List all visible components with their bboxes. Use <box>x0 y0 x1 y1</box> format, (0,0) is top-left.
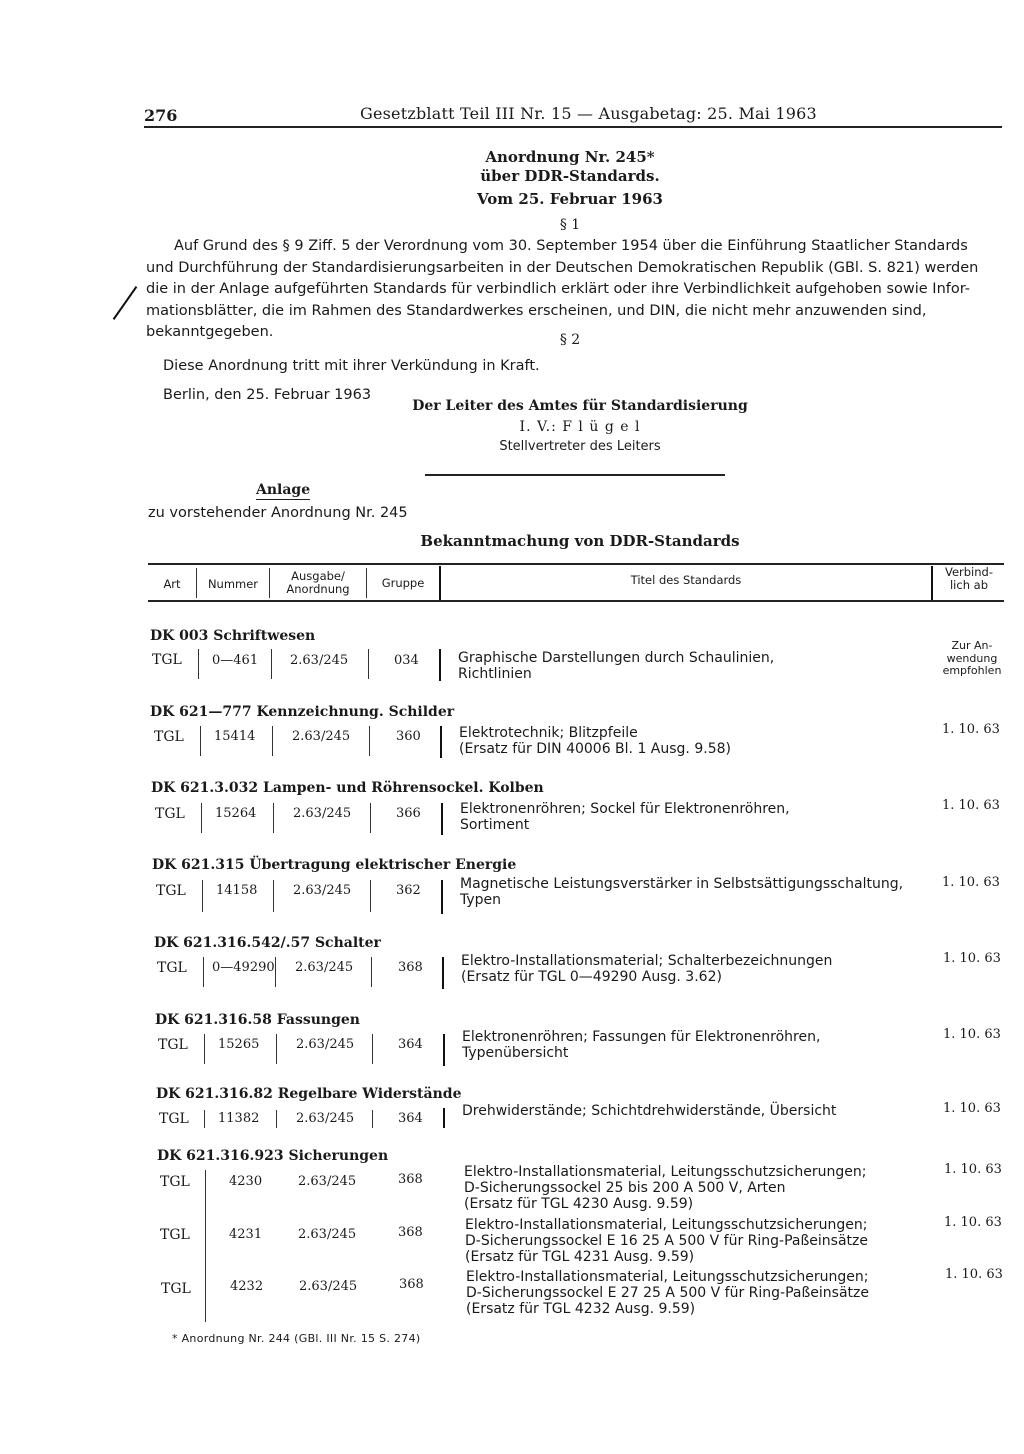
cell-ausgabe: 2.63/245 <box>296 1111 355 1126</box>
titel-line: Graphische Darstellungen durch Schaulinien, <box>458 650 775 666</box>
titel-line: Magnetische Leistungsverstärker in Selbstsättigungsschaltung, <box>460 876 904 892</box>
running-title: Gesetzblatt Teil III Nr. 15 — Ausgabetag: 25. Mai 1963 <box>360 104 817 123</box>
cell-verbindlich: 1. 10. 63 <box>943 951 1001 966</box>
row-divider <box>204 1110 205 1128</box>
cell-gruppe: 368 <box>398 1225 423 1240</box>
col-header-nummer: Nummer <box>207 577 259 591</box>
cell-nummer: 15265 <box>218 1037 260 1052</box>
section-2-label: § 2 <box>559 332 581 348</box>
row-divider <box>272 726 273 756</box>
decree-subtitle: über DDR-Standards. <box>480 167 660 185</box>
section-1-label: § 1 <box>559 217 581 233</box>
cell-titel <box>462 1103 836 1119</box>
cell-gruppe: 360 <box>396 729 421 744</box>
titel-line: Typen <box>460 892 502 908</box>
cell-nummer: 4232 <box>230 1279 264 1294</box>
col-header-art: Art <box>163 577 181 591</box>
row-divider <box>442 957 444 989</box>
row-divider <box>440 726 442 758</box>
row-divider <box>370 803 371 833</box>
cell-verbindlich: 1. 10. 63 <box>944 1162 1002 1177</box>
cell-art: TGL <box>152 652 182 668</box>
section-2-text: Diese Anordnung tritt mit ihrer Verkündung in Kraft. <box>163 358 540 374</box>
cell-ausgabe: 2.63/245 <box>299 1279 358 1294</box>
titel-line: Drehwiderstände; Schichtdrehwiderstände, Übersicht <box>462 1103 837 1119</box>
decree-title: Anordnung Nr. 245* <box>485 148 655 166</box>
col-header-gruppe: Gruppe <box>381 576 425 590</box>
footnote: * Anordnung Nr. 244 (GBl. III Nr. 15 S. 274) <box>172 1332 421 1345</box>
cell-ausgabe: 2.63/245 <box>296 1037 355 1052</box>
row-divider <box>441 880 443 914</box>
ab-line: wendung <box>946 651 998 665</box>
cell-verbindlich: 1. 10. 63 <box>944 1215 1002 1230</box>
cell-ausgabe: 2.63/245 <box>298 1174 357 1189</box>
row-divider <box>276 1110 277 1128</box>
row-divider <box>443 1108 445 1128</box>
cell-art: TGL <box>155 806 185 822</box>
cell-gruppe: 364 <box>398 1037 423 1052</box>
titel-line: Elektro-Installationsmaterial, Leitungsschutzsicherungen; <box>464 1164 867 1180</box>
annex-subheading: zu vorstehender Anordnung Nr. 245 <box>148 505 408 521</box>
titel-line: (Ersatz für DIN 40006 Bl. 1 Ausg. 9.58) <box>459 741 731 757</box>
row-divider <box>372 1034 373 1064</box>
row-divider <box>198 649 199 679</box>
cell-gruppe: 368 <box>399 1277 424 1292</box>
cell-ausgabe: 2.63/245 <box>292 729 351 744</box>
cell-titel <box>460 801 790 833</box>
cell-ausgabe: 2.63/245 <box>293 806 352 821</box>
row-divider <box>204 1034 205 1064</box>
cell-art: TGL <box>157 960 187 976</box>
separator-rule <box>425 474 725 476</box>
titel-line: (Ersatz für TGL 0—49290 Ausg. 3.62) <box>461 969 722 985</box>
titel-line: D-Sicherungssockel E 16 25 A 500 V für Ring-Paßeinsätze <box>465 1233 868 1249</box>
cell-art: TGL <box>160 1174 190 1190</box>
row-divider <box>273 803 274 833</box>
group-heading: DK 621.315 Übertragung elektrischer Energie <box>152 857 517 873</box>
paragraph-line: mationsblätter, die im Rahmen des Standardwerkes erscheinen, und DIN, die nicht mehr anzuwenden sind, <box>146 302 927 319</box>
cell-ausgabe: 2.63/245 <box>293 883 352 898</box>
titel-line: Elektro-Installationsmaterial, Leitungsschutzsicherungen; <box>465 1217 868 1233</box>
titel-line: Elektro-Installationsmaterial; Schalterbezeichnungen <box>461 953 833 969</box>
paragraph-line: Auf Grund des § 9 Ziff. 5 der Verordnung vom 30. September 1954 über die Einführung Staatlicher Standards <box>174 238 968 254</box>
cell-nummer: 0—49290 <box>212 960 275 975</box>
titel-line: (Ersatz für TGL 4231 Ausg. 9.59) <box>465 1249 695 1265</box>
cell-gruppe: 366 <box>396 806 421 821</box>
cell-gruppe: 368 <box>398 1172 423 1187</box>
row-divider <box>271 649 272 679</box>
cell-art: TGL <box>160 1227 190 1243</box>
paragraph-line: die in der Anlage aufgeführten Standards für verbindlich erklärt oder ihre Verbindlichkeit aufgehoben sowie Infor- <box>146 281 971 297</box>
paragraph-line: bekanntgegeben. <box>146 324 274 340</box>
cell-titel <box>464 1164 866 1212</box>
cell-titel <box>462 1029 820 1061</box>
cell-verbindlich: 1. 10. 63 <box>943 1027 1001 1042</box>
cell-titel <box>465 1217 868 1265</box>
signer-office: Der Leiter des Amtes für Standardisierung <box>412 398 748 414</box>
margin-mark <box>113 286 138 320</box>
row-divider <box>203 957 204 987</box>
cell-ausgabe: 2.63/245 <box>290 653 349 668</box>
table-header-rule <box>148 600 1004 602</box>
ab-line: empfohlen <box>942 664 1002 677</box>
titel-line: Richtlinien <box>458 666 532 682</box>
cell-art: TGL <box>158 1037 188 1053</box>
page-number: 276 <box>144 106 178 125</box>
cell-titel <box>458 650 774 682</box>
row-divider <box>439 649 441 681</box>
cell-titel <box>460 876 903 908</box>
cell-gruppe: 368 <box>398 960 423 975</box>
signer-name: I. V.: F l ü g e l <box>519 419 641 435</box>
cell-nummer: 0—461 <box>212 653 259 668</box>
signer-role: Stellvertreter des Leiters <box>499 439 661 454</box>
cell-ausgabe: 2.63/245 <box>295 960 354 975</box>
place-date: Berlin, den 25. Februar 1963 <box>163 387 372 403</box>
table-title: Bekanntmachung von DDR-Standards <box>420 532 740 550</box>
cell-gruppe: 362 <box>396 883 421 898</box>
row-divider <box>372 1110 373 1128</box>
col-header-verbindlich-line1: Verbind- <box>944 565 993 579</box>
group-heading: DK 003 Schriftwesen <box>150 628 316 644</box>
cell-ausgabe: 2.63/245 <box>298 1227 357 1242</box>
titel-line: D-Sicherungssockel E 27 25 A 500 V für Ring-Paßeinsätze <box>466 1285 869 1301</box>
column-divider <box>205 1170 206 1322</box>
col-header-ausgabe <box>271 570 365 596</box>
row-divider <box>441 803 443 835</box>
cell-art: TGL <box>156 883 186 899</box>
header-divider <box>196 568 197 598</box>
group-heading: DK 621.316.923 Sicherungen <box>157 1148 389 1164</box>
ab-line: Zur An- <box>951 639 993 652</box>
titel-line: Elektro-Installationsmaterial, Leitungsschutzsicherungen; <box>466 1269 869 1285</box>
cell-art: TGL <box>154 729 184 745</box>
row-divider <box>200 726 201 756</box>
titel-line: Typenübersicht <box>462 1045 569 1061</box>
cell-art: TGL <box>161 1281 191 1297</box>
cell-nummer: 15414 <box>214 729 256 744</box>
cell-verbindlich: 1. 10. 63 <box>942 798 1000 813</box>
section-1-text <box>146 236 1016 344</box>
col-header-titel: Titel des Standards <box>630 573 742 587</box>
group-heading: DK 621.316.58 Fassungen <box>155 1012 360 1028</box>
titel-line: (Ersatz für TGL 4232 Ausg. 9.59) <box>466 1301 696 1317</box>
group-heading: DK 621.3.032 Lampen- und Röhrensockel. Kolben <box>151 780 544 796</box>
paragraph-line: und Durchführung der Standardisierungsarbeiten in der Deutschen Demokratischen Republik (GBl. S. 821) werden <box>146 259 979 276</box>
cell-titel <box>459 725 731 757</box>
cell-nummer: 4230 <box>229 1174 263 1189</box>
row-divider <box>371 957 372 987</box>
table-top-rule <box>148 563 1004 565</box>
cell-verbindlich <box>934 640 1010 678</box>
cell-gruppe: 034 <box>394 653 419 668</box>
group-heading: DK 621—777 Kennzeichnung. Schilder <box>150 704 455 720</box>
titel-line: (Ersatz für TGL 4230 Ausg. 9.59) <box>464 1196 694 1212</box>
cell-titel <box>466 1269 869 1317</box>
group-heading: DK 621.316.542/.57 Schalter <box>154 935 381 951</box>
cell-verbindlich: 1. 10. 63 <box>943 1101 1001 1116</box>
cell-nummer: 4231 <box>229 1227 263 1242</box>
cell-verbindlich: 1. 10. 63 <box>942 875 1000 890</box>
decree-date: Vom 25. Februar 1963 <box>477 190 663 208</box>
row-divider <box>275 957 276 987</box>
titel-line: Elektronenröhren; Fassungen für Elektronenröhren, <box>462 1029 821 1045</box>
cell-gruppe: 364 <box>398 1111 423 1126</box>
col-header-ausgabe-line2: Anordnung <box>286 582 350 596</box>
col-header-verbindlich-line2: lich ab <box>949 578 988 592</box>
cell-verbindlich: 1. 10. 63 <box>945 1267 1003 1282</box>
header-divider <box>931 566 933 600</box>
row-divider <box>202 880 203 912</box>
titel-line: Sortiment <box>460 817 530 833</box>
header-rule <box>144 126 1002 128</box>
cell-art: TGL <box>159 1111 189 1127</box>
cell-titel <box>461 953 832 985</box>
row-divider <box>276 1034 277 1064</box>
cell-verbindlich: 1. 10. 63 <box>942 722 1000 737</box>
cell-nummer: 11382 <box>218 1111 260 1126</box>
cell-nummer: 14158 <box>216 883 258 898</box>
titel-line: Elektrotechnik; Blitzpfeile <box>459 725 638 741</box>
row-divider <box>370 880 371 912</box>
row-divider <box>368 649 369 679</box>
col-header-ausgabe-line1: Ausgabe/ <box>291 569 345 583</box>
group-heading: DK 621.316.82 Regelbare Widerstände <box>156 1086 462 1102</box>
col-header-verbindlich <box>934 566 1004 592</box>
cell-nummer: 15264 <box>215 806 257 821</box>
row-divider <box>201 803 202 833</box>
annex-heading: Anlage <box>256 482 311 498</box>
header-divider <box>366 568 367 598</box>
header-divider <box>439 566 441 600</box>
header-divider <box>269 568 270 598</box>
titel-line: D-Sicherungssockel 25 bis 200 A 500 V, Arten <box>464 1180 786 1196</box>
row-divider <box>369 726 370 756</box>
row-divider <box>443 1034 445 1066</box>
row-divider <box>273 880 274 912</box>
titel-line: Elektronenröhren; Sockel für Elektronenröhren, <box>460 801 790 817</box>
